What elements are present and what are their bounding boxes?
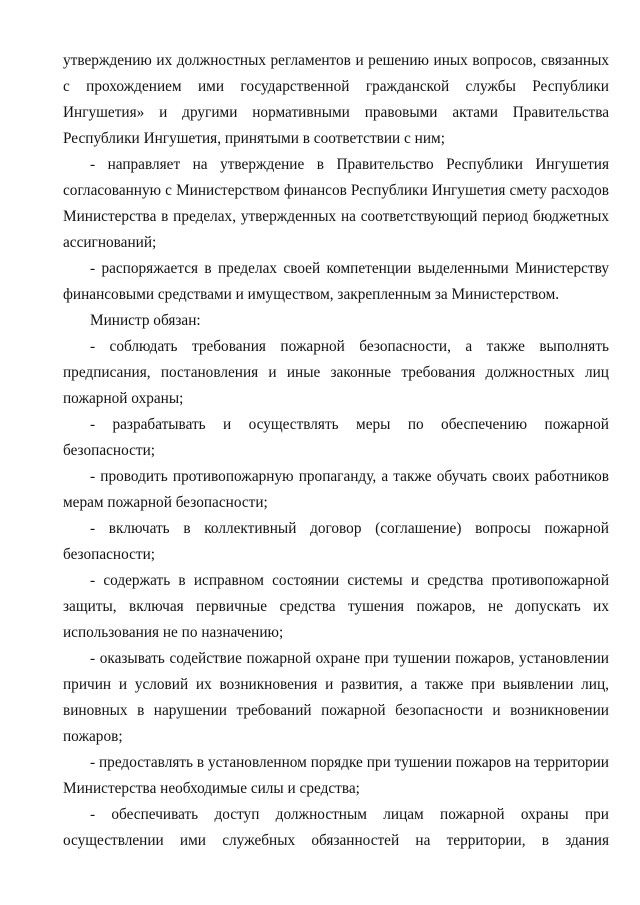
paragraph-fire-propaganda: - проводить противопожарную пропаганду, а также обучать своих работников мерам пожарной безопасности;: [63, 468, 609, 511]
paragraph-provide-forces: - предоставлять в установленном порядке при тушении пожаров на территории Министерства необходимые силы и средства;: [63, 754, 609, 797]
paragraph-budget-estimate: - направляет на утверждение в Правительство Республики Ингушетия согласованную с Министерством финансов Республики Ингушетия смету расходов Министерства в пределах, утвержденных на соответствующий период бюджетных ассигнований;: [63, 156, 609, 251]
paragraph-provide-access: - обеспечивать доступ должностным лицам пожарной охраны при осуществлении ими служебных обязанностей на территории, в здания: [63, 806, 609, 849]
paragraph-fire-safety-measures: - разрабатывать и осуществлять меры по обеспечению пожарной безопасности;: [63, 416, 609, 459]
paragraph-fire-safety-requirements: - соблюдать требования пожарной безопасности, а также выполнять предписания, постановления и иные законные требования должностных лиц пожарной охраны;: [63, 338, 609, 407]
paragraph-minister-obliged: Министр обязан:: [90, 312, 201, 329]
paragraph-funds-disposal: - распоряжается в пределах своей компетенции выделенными Министерству финансовыми средствами и имуществом, закрепленным за Министерством.: [63, 260, 609, 303]
paragraph-collective-agreement: - включать в коллективный договор (соглашение) вопросы пожарной безопасности;: [63, 520, 609, 563]
paragraph-fire-protection-systems: - содержать в исправном состоянии системы и средства противопожарной защиты, включая первичные средства тушения пожаров, не допускать их использования не по назначению;: [63, 572, 609, 641]
document-page: [63, 48, 609, 854]
paragraph-assist-fire-service: - оказывать содействие пожарной охране при тушении пожаров, установлении причин и условий их возникновения и развития, а также при выявлении лиц, виновных в нарушении требований пожарной безопасности и возникновении пожаров;: [63, 650, 609, 745]
paragraph-continuation: утверждению их должностных регламентов и решению иных вопросов, связанных с прохождением ими государственной гражданской службы Республики Ингушетия» и другими нормативными правовыми актами Правительства Республики Ингушетия, принятыми в соответствии с ним;: [63, 52, 609, 147]
